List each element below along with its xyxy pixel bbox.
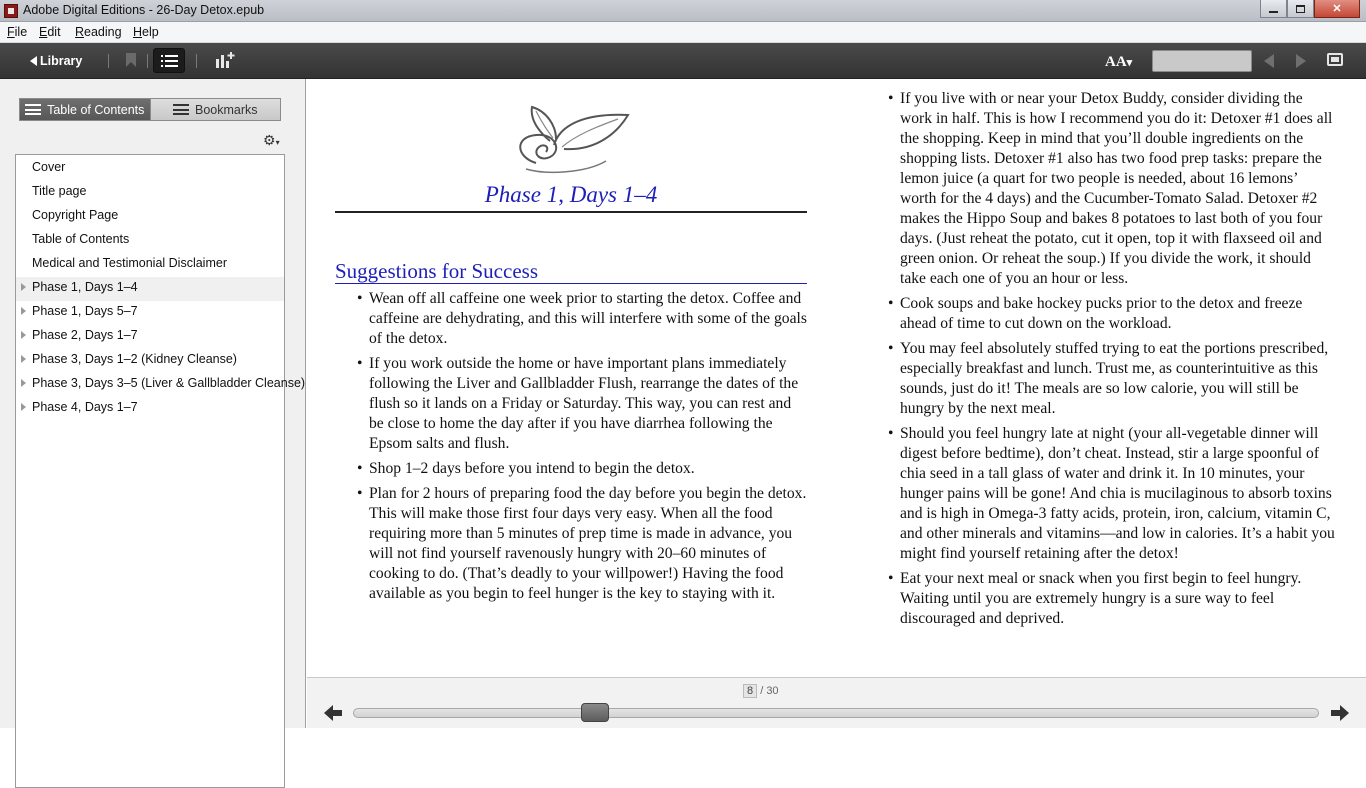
reading-pane (307, 79, 1366, 677)
title-bar (0, 0, 1366, 22)
close-icon: ✕ (1332, 3, 1342, 15)
toc-item[interactable]: Copyright Page (32, 208, 119, 222)
menu-edit[interactable]: Edit (39, 25, 61, 39)
window-controls (1260, 0, 1360, 18)
page-separator: / (760, 685, 764, 697)
tab-label: Bookmarks (194, 102, 258, 117)
page-right (887, 89, 1337, 634)
minimize-icon (1269, 11, 1278, 13)
expand-triangle-icon[interactable] (21, 331, 26, 339)
toc-item[interactable]: Medical and Testimonial Disclaimer (32, 256, 227, 270)
app-icon (4, 4, 18, 18)
toc-item[interactable]: Title page (32, 184, 87, 198)
bullet-list (887, 89, 1337, 629)
toc-list-icon (161, 55, 178, 67)
library-label: Library (40, 54, 83, 68)
expand-triangle-icon[interactable] (21, 307, 26, 315)
toc-toggle-button[interactable] (153, 48, 185, 73)
toolbar-separator (196, 54, 197, 68)
menu-bar (0, 22, 1366, 43)
list-item: • If you work outside the home or have important plans immediately following the Liver and Gallbladder Flush, rearrange the dates of the flush so it lands on a Friday or Saturday. This way, you can rest and be close to home the day after if you have diarrhea following the Epsom salts and flush. (335, 354, 807, 454)
page-navigation-bar (307, 677, 1366, 728)
library-button[interactable] (22, 51, 90, 71)
tab-label: Table of Contents (47, 102, 145, 117)
page-number-input[interactable]: 8 (743, 684, 757, 698)
font-size-button[interactable] (1105, 54, 1132, 71)
bookmark-button[interactable] (126, 53, 136, 67)
fullscreen-icon[interactable] (1327, 53, 1343, 66)
toc-item-current[interactable]: Phase 1, Days 1–4 (16, 277, 284, 301)
bookmark-icon (126, 53, 136, 67)
list-item: • Plan for 2 hours of preparing food the day before you begin the detox. This will make those first four days very easy. When all the food requiring more than 5 minutes of prep time is made in advance, you will not find yourself ravenously hungry with 20–60 minutes of cooking to do. (That’s deadly to your willpower!) Having the food available as you begin to feel hunger is the key to staying with it. (335, 484, 807, 604)
next-page-button[interactable] (1331, 705, 1349, 721)
menu-reading[interactable]: Reading (75, 25, 122, 39)
toc-item[interactable]: Cover (32, 160, 66, 174)
expand-triangle-icon[interactable] (21, 355, 26, 363)
tab-bookmarks[interactable] (150, 99, 281, 120)
bookmarks-list-icon (173, 104, 189, 115)
list-item: • Eat your next meal or snack when you first begin to feel hungry. Waiting until you are extremely hungry is a sure way to feel discouraged and deprived. (887, 569, 1337, 629)
toc-list-icon (25, 104, 41, 115)
add-annotation-button[interactable] (215, 52, 235, 69)
next-icon[interactable] (1296, 54, 1306, 68)
add-chart-icon (215, 52, 235, 69)
bullet-list (335, 289, 807, 604)
toc-item[interactable]: Phase 1, Days 5–7 (16, 301, 284, 325)
toc-item[interactable]: Table of Contents (32, 232, 130, 246)
sidebar (0, 79, 306, 728)
arrow-left-icon (324, 705, 342, 721)
close-button[interactable] (1314, 0, 1360, 18)
progress-slider-thumb[interactable] (581, 703, 609, 722)
expand-triangle-icon[interactable] (21, 379, 26, 387)
tab-table-of-contents[interactable] (20, 99, 150, 120)
toc-item[interactable]: Phase 3, Days 3–5 (Liver & Gallbladder Cleanse) (16, 373, 284, 397)
list-item: • You may feel absolutely stuffed trying to eat the portions prescribed, especially breakfast and lunch. Trust me, as counterintuitive as this sounds, just do it! The meals are so low calorie, you will still be hungry by the next meal. (887, 339, 1337, 419)
chapter-title: Phase 1, Days 1–4 (335, 185, 807, 213)
page-total: 30 (766, 685, 779, 697)
page-left (335, 105, 807, 609)
menu-help[interactable]: Help (133, 25, 159, 39)
toc-item[interactable]: Phase 4, Days 1–7 (16, 397, 284, 421)
search-input[interactable] (1152, 50, 1252, 72)
sidebar-tabs (19, 98, 281, 121)
prev-page-button[interactable] (324, 705, 342, 721)
back-triangle-icon (30, 56, 37, 66)
list-item: • Shop 1–2 days before you intend to begin the detox. (335, 459, 807, 479)
minimize-button[interactable] (1260, 0, 1287, 18)
section-heading: Suggestions for Success (335, 261, 807, 284)
list-item: • Cook soups and bake hockey pucks prior to the detox and freeze ahead of time to cut down on the workload. (887, 294, 1337, 334)
menu-file[interactable]: File (7, 25, 28, 39)
toolbar-separator (108, 54, 109, 68)
page-indicator (743, 684, 779, 698)
prev-icon[interactable] (1264, 54, 1274, 68)
expand-triangle-icon[interactable] (21, 283, 26, 291)
maximize-icon (1296, 5, 1305, 13)
chevron-down-icon: ▾ (275, 138, 280, 147)
leaf-swirl-logo (506, 105, 636, 181)
toc-list (15, 154, 306, 788)
font-size-icon: AA (1105, 54, 1127, 70)
chevron-down-icon: ▾ (1126, 57, 1133, 69)
toc-item[interactable]: Phase 3, Days 1–2 (Kidney Cleanse) (16, 349, 284, 373)
reading-progress-slider[interactable] (353, 708, 1319, 718)
arrow-right-icon (1331, 705, 1349, 721)
toc-item[interactable]: Phase 2, Days 1–7 (16, 325, 284, 349)
list-item: • Should you feel hungry late at night (your all-vegetable dinner will digest before bedtime), don’t cheat. Instead, stir a large spoonful of chia seed in a tall glass of water and drink it. In 10 minutes, your hunger pains will be gone! And chia is mucilaginous to absorb toxins and is high in Omega-3 fatty acids, protein, iron, calcium, vitamin C, and other minerals and vitamins—and low in calories. It’s a habit you might find yourself retaining after the detox! (887, 424, 1337, 564)
maximize-button[interactable] (1287, 0, 1314, 18)
window-title: Adobe Digital Editions - 26-Day Detox.epub (23, 3, 265, 17)
toolbar-separator (147, 54, 148, 68)
list-item: • Wean off all caffeine one week prior to starting the detox. Coffee and caffeine are dehydrating, and this will interfere with some of the goals of the detox. (335, 289, 807, 349)
gear-icon: ⚙ (263, 132, 276, 148)
expand-triangle-icon[interactable] (21, 403, 26, 411)
settings-menu-button[interactable] (263, 132, 280, 149)
list-item: • If you live with or near your Detox Buddy, consider dividing the work in half. This is how I recommend you do it: Detoxer #1 does all the shopping. Keep in mind that you’ll double ingredients on the shopping lists. Detoxer #1 also has two food prep tasks: prepare the lemon juice (a quart for two people is needed, about 16 lemons’ worth for the 4 days) and the Cucumber-Tomato Salad. Detoxer #2 makes the Hippo Soup and bakes 8 potatoes to last both of you four days. (Just reheat the potato, cut it open, top it with flaxseed oil and green onion. Or reheat the soup.) If you divide the work, it should take each one of you an hour or less. (887, 89, 1337, 289)
